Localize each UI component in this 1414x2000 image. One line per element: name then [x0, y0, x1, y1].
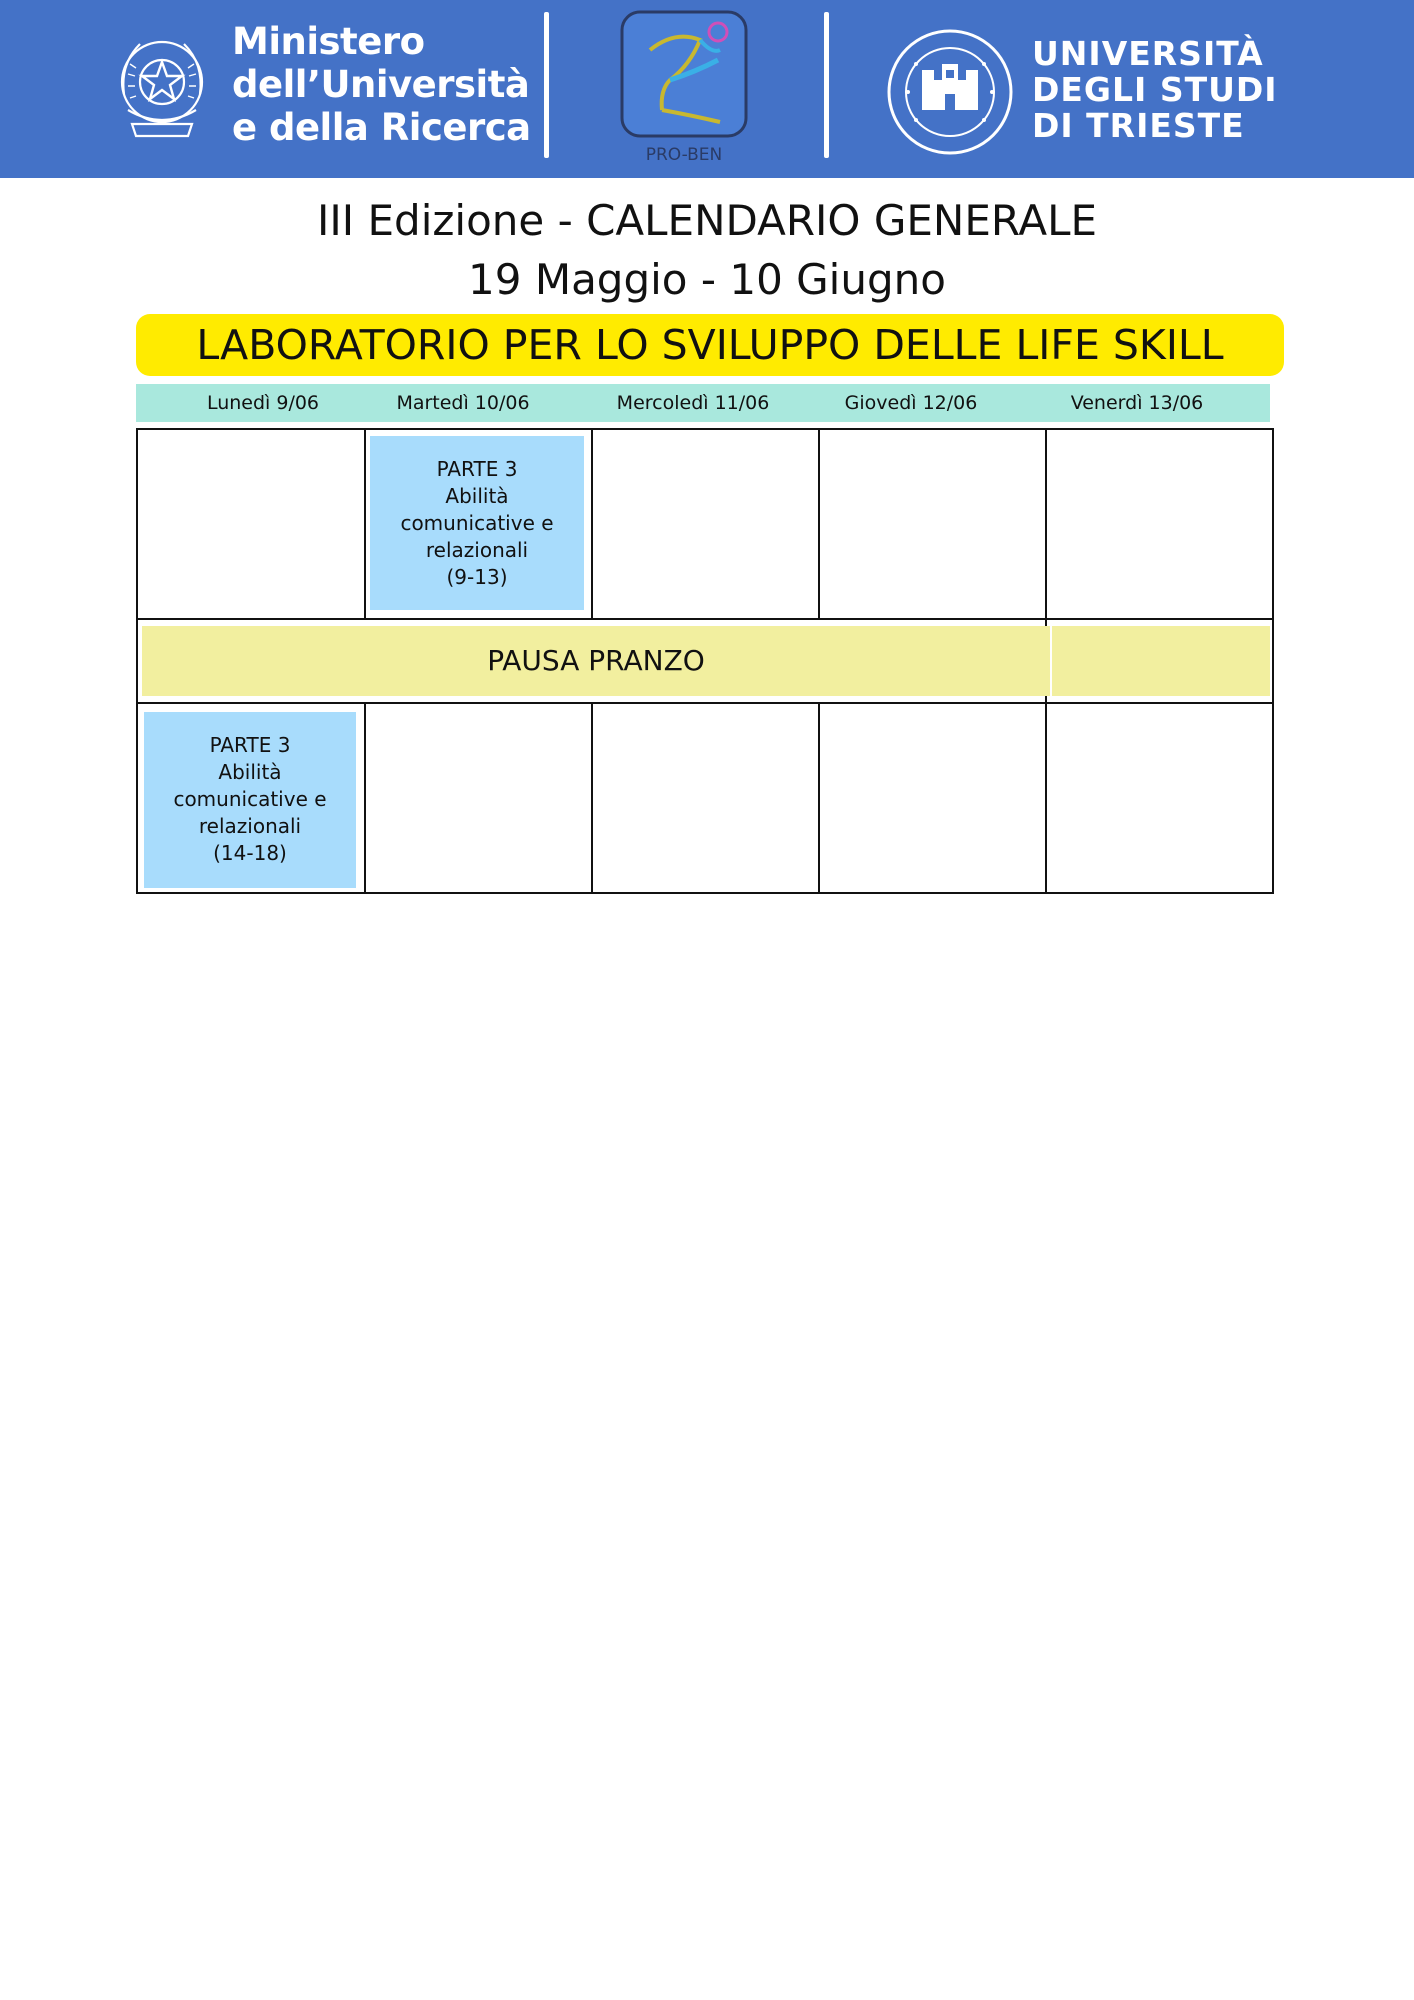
- session-tuesday-morning[interactable]: [370, 436, 584, 610]
- session-monday-afternoon[interactable]: [144, 712, 356, 888]
- lunch-break: PAUSA PRANZO: [142, 626, 1050, 696]
- divider-right: [824, 12, 829, 158]
- session-line: (9-13): [446, 565, 508, 589]
- university-name: [1032, 36, 1278, 144]
- session-line: comunicative e: [173, 787, 327, 811]
- day-monday: Lunedì 9/06: [206, 392, 320, 414]
- session-line: Abilità: [445, 484, 509, 508]
- grid-line: [1045, 430, 1047, 618]
- university-line-1: UNIVERSITÀ: [1032, 34, 1264, 73]
- session-line: PARTE 3: [436, 457, 518, 481]
- session-line: PARTE 3: [209, 733, 291, 757]
- session-line: relazionali: [425, 538, 529, 562]
- page-title: III Edizione - CALENDARIO GENERALE: [316, 196, 1097, 245]
- grid-line: [138, 702, 1272, 704]
- session-line: relazionali: [198, 814, 302, 838]
- day-header-row: [136, 384, 1270, 422]
- lab-title: LABORATORIO PER LO SVILUPPO DELLE LIFE SKILL: [136, 314, 1284, 376]
- university-line-3: DI TRIESTE: [1032, 106, 1245, 145]
- grid-line: [138, 618, 1272, 620]
- pro-ben-logo: [620, 10, 750, 165]
- date-range: 19 Maggio - 10 Giugno: [468, 255, 946, 304]
- pro-ben-text: PRO-BEN: [645, 145, 723, 165]
- grid-line: [818, 702, 820, 892]
- grid-line: [1045, 702, 1047, 892]
- italian-republic-emblem-icon: [110, 24, 214, 148]
- day-friday: Venerdì 13/06: [1070, 392, 1204, 414]
- grid-line: [364, 702, 366, 892]
- session-line: (14-18): [213, 841, 287, 865]
- ministry-line-1: Ministero: [232, 20, 425, 63]
- grid-line: [818, 430, 820, 618]
- schedule-grid: [136, 428, 1274, 894]
- grid-line: [364, 430, 366, 618]
- session-line: comunicative e: [400, 511, 554, 535]
- grid-line: [591, 430, 593, 618]
- university-line-2: DEGLI STUDI: [1032, 70, 1278, 109]
- ministry-line-2: dell’Università: [232, 63, 530, 106]
- session-line: Abilità: [218, 760, 282, 784]
- lunch-break-friday: [1052, 626, 1270, 696]
- grid-line: [591, 702, 593, 892]
- header-banner: [0, 0, 1414, 178]
- ministry-line-3: e della Ricerca: [232, 106, 531, 149]
- day-tuesday: Martedì 10/06: [396, 392, 530, 414]
- ministry-name: [232, 20, 531, 149]
- day-wednesday: Mercoledì 11/06: [616, 392, 770, 414]
- divider-left: [544, 12, 549, 158]
- university-seal-icon: [886, 28, 1014, 156]
- day-thursday: Giovedì 12/06: [844, 392, 978, 414]
